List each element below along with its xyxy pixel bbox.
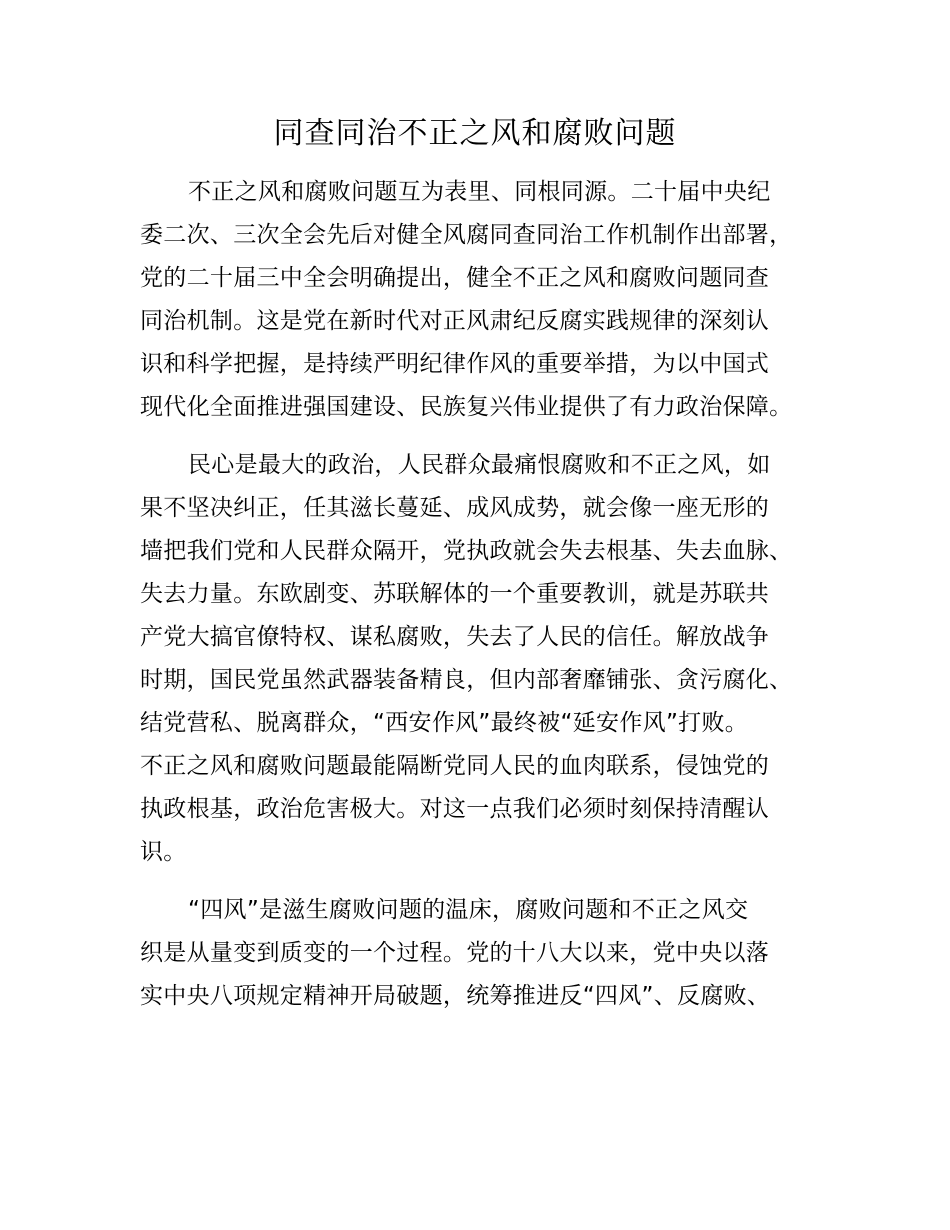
paragraph-line: 同治机制。这是党在新时代对正风肃纪反腐实践规律的深刻认 [140,308,770,334]
document-body [140,171,820,1018]
paragraph-line: 识。 [140,839,187,865]
paragraph-line: 现代化全面推进强国建设、民族复兴伟业提供了有力政治保障。 [140,394,793,420]
paragraph-line: 失去力量。东欧剧变、苏联解体的一个重要教训，就是苏联共 [140,581,770,607]
paragraph-line: 果不坚决纠正，任其滋长蔓延、成风成势，就会像一座无形的 [140,495,770,521]
paragraph-1 [140,171,820,429]
paragraph-line: 不正之风和腐败问题互为表里、同根同源。二十届中央纪 [188,179,771,205]
paragraph-line: 实中央八项规定精神开局破题，统筹推进反“四风”、反腐败、 [140,983,771,1009]
paragraph-line: 产党大搞官僚特权、谋私腐败，失去了人民的信任。解放战争 [140,624,770,650]
paragraph-line: 结党营私、脱离群众，“西安作风”最终被“延安作风”打败。 [140,710,749,736]
paragraph-line: 墙把我们党和人民群众隔开，党执政就会失去根基、失去血脉、 [140,538,793,564]
paragraph-line: 执政根基，政治危害极大。对这一点我们必须时刻保持清醒认 [140,796,770,822]
paragraph-line: “四风”是滋生腐败问题的温床，腐败问题和不正之风交 [188,897,749,923]
paragraph-line: 委二次、三次全会先后对健全风腐同查同治工作机制作出部署， [140,222,793,248]
paragraph-2 [140,444,820,874]
paragraph-line: 不正之风和腐败问题最能隔断党同人民的血肉联系，侵蚀党的 [140,753,770,779]
paragraph-line: 党的二十届三中全会明确提出，健全不正之风和腐败问题同查 [140,265,770,291]
paragraph-line: 时期，国民党虽然武器装备精良，但内部奢靡铺张、贪污腐化、 [140,667,793,693]
paragraph-line: 织是从量变到质变的一个过程。党的十八大以来，党中央以落 [140,940,770,966]
paragraph-3 [140,889,820,1018]
paragraph-line: 识和科学把握，是持续严明纪律作风的重要举措，为以中国式 [140,351,770,377]
paragraph-line: 民心是最大的政治，人民群众最痛恨腐败和不正之风，如 [188,452,771,478]
document-title: 同查同治不正之风和腐败问题 [273,116,677,151]
